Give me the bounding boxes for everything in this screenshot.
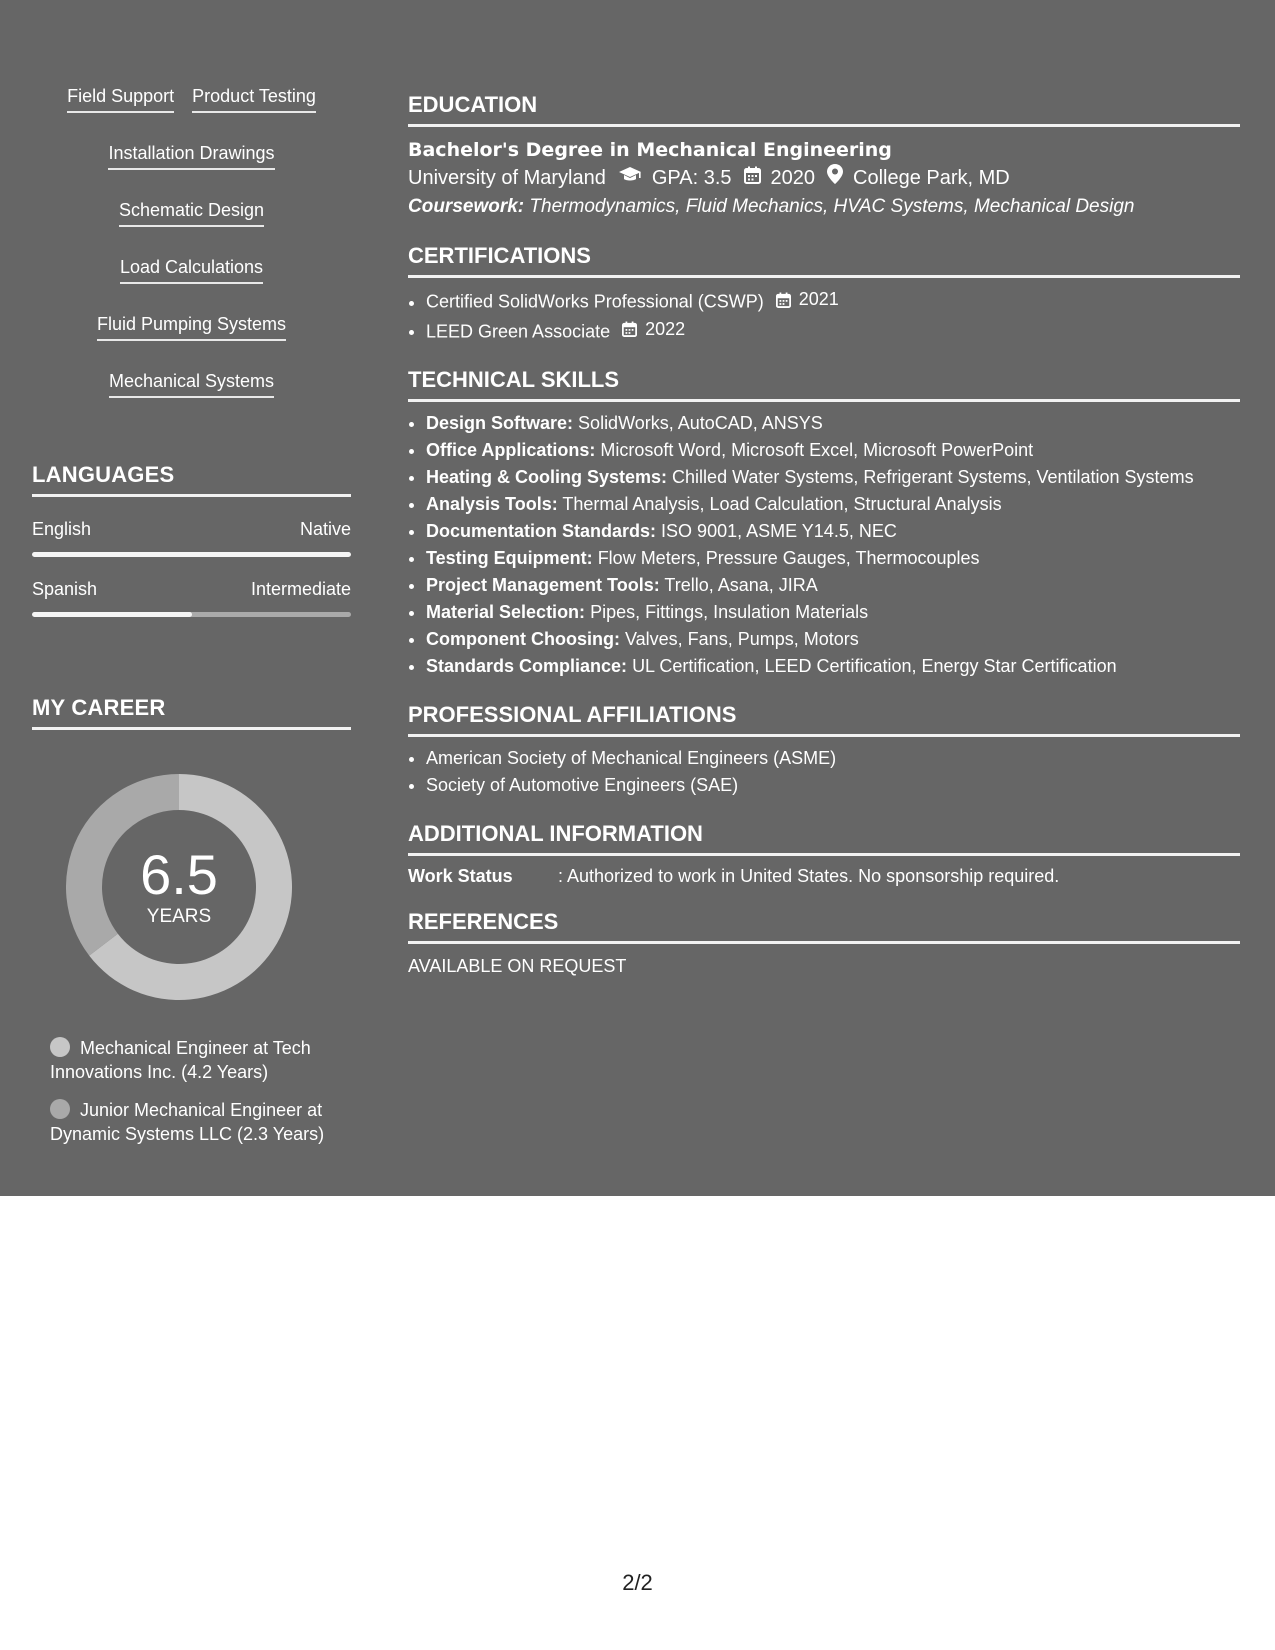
career-legend-item [50,1036,330,1084]
skill-tag[interactable]: Field Support [67,84,174,113]
skill-category: Standards Compliance: [426,656,628,676]
graduation-cap-icon [618,163,642,193]
skill-category: Documentation Standards: [426,521,657,541]
certifications-list [408,286,1240,345]
legend-dot [50,1099,70,1119]
work-status-value: : Authorized to work in United States. No sponsorship required. [558,866,1060,886]
language-level: Intermediate [250,579,351,599]
technical-skill-item [426,491,1240,518]
skill-tag[interactable]: Product Testing [192,84,316,113]
skill-tag[interactable]: Fluid Pumping Systems [97,312,286,341]
calendar-icon [622,321,641,337]
skill-values: Chilled Water Systems, Refrigerant Systems, Ventilation Systems [672,467,1194,487]
languages-list [32,519,351,617]
career-total-unit: YEARS [146,906,212,927]
career-legend-item [50,1098,330,1146]
career-label: Junior Mechanical Engineer at Dynamic Systems LLC (2.3 Years) [50,1100,325,1144]
affiliation-item: • Society of Automotive Engineers (SAE) [426,772,1240,799]
certification-date [622,316,685,343]
technical-skill-item [426,626,1240,653]
technical-skills-section [408,367,1240,680]
technical-skill-item [426,572,1240,599]
skill-tags [32,84,351,412]
certification-item [426,286,1240,316]
technical-skills-list [408,410,1240,680]
skill-category: Design Software: [426,413,574,433]
school-name: University of Maryland [408,167,606,189]
school-location: College Park, MD [853,167,1010,189]
skill-category: Project Management Tools: [426,575,660,595]
certification-name: LEED Green Associate [426,321,611,341]
donut-center [66,774,292,1000]
career-legend [50,1036,330,1146]
coursework-list: Thermodynamics, Fluid Mechanics, HVAC Systems, Mechanical Design [529,196,1135,217]
certifications-heading: CERTIFICATIONS [408,243,1240,278]
technical-skill-item [426,437,1240,464]
skill-category: Office Applications: [426,440,596,460]
technical-skill-item [426,518,1240,545]
skill-values: Flow Meters, Pressure Gauges, Thermocouples [597,548,980,568]
left-column [32,84,351,1160]
skill-values: Pipes, Fittings, Insulation Materials [590,602,869,622]
map-pin-icon [827,163,843,193]
affiliation-item: • American Society of Mechanical Engineers (ASME) [426,745,1240,772]
technical-skill-item [426,464,1240,491]
language-level-fill [32,552,351,557]
additional-info-heading: ADDITIONAL INFORMATION [408,821,1240,856]
language-level-bar [32,612,351,617]
certification-year: 2021 [798,289,839,309]
language-row [32,519,351,540]
career-heading: MY CAREER [32,695,351,730]
coursework [408,193,1240,221]
language-name: English [32,519,92,539]
work-status-row [408,866,1240,887]
language-level-fill [32,612,192,617]
skill-tag[interactable]: Schematic Design [119,198,264,227]
skill-values: Valves, Fans, Pumps, Motors [624,629,859,649]
calendar-icon [776,292,795,308]
references-section [408,909,1240,977]
calendar-icon [744,163,761,193]
career-donut-chart [66,774,292,1000]
graduation-year: 2020 [770,167,816,189]
languages-heading: LANGUAGES [32,462,351,497]
certification-name: Certified SolidWorks Professional (CSWP) [426,291,764,312]
certification-item [426,316,1240,346]
certification-date [776,286,839,313]
affiliations-section [408,702,1240,799]
work-status-label: Work Status [408,866,513,886]
skill-tag[interactable]: Mechanical Systems [109,369,274,398]
skill-tag[interactable]: Installation Drawings [108,141,274,170]
education-section [408,92,1240,221]
language-level: Native [299,519,351,539]
skill-values: Microsoft Word, Microsoft Excel, Microsoft PowerPoint [600,440,1034,460]
skill-category: Analysis Tools: [426,494,558,514]
skill-category: Material Selection: [426,602,586,622]
skill-values: UL Certification, LEED Certification, Energy Star Certification [632,656,1117,676]
language-row [32,579,351,600]
skill-category: Component Choosing: [426,629,620,649]
coursework-label: Coursework: [408,196,525,217]
technical-skill-item [426,410,1240,437]
education-heading: EDUCATION [408,92,1240,127]
skill-values: Thermal Analysis, Load Calculation, Structural Analysis [562,494,1002,514]
affiliations-heading: PROFESSIONAL AFFILIATIONS [408,702,1240,737]
technical-skill-item [426,545,1240,572]
page-number: 2/2 [622,1570,653,1595]
career-label: Mechanical Engineer at Tech Innovations Inc. (4.2 Years) [50,1038,311,1082]
certification-year: 2022 [645,318,686,339]
skill-tag[interactable]: Load Calculations [120,255,263,284]
education-meta [408,163,1240,193]
skill-category: Heating & Cooling Systems: [426,467,668,487]
certifications-section [408,243,1240,345]
career-total-value: 6.5 [140,843,218,906]
legend-dot [50,1037,70,1057]
skill-values: SolidWorks, AutoCAD, ANSYS [578,413,823,433]
skill-values: Trello, Asana, JIRA [664,575,818,595]
language-level-bar [32,552,351,557]
references-text: AVAILABLE ON REQUEST [408,956,627,976]
language-name: Spanish [32,579,98,599]
gpa: GPA: 3.5 [651,167,732,189]
technical-skills-heading: TECHNICAL SKILLS [408,367,1240,402]
technical-skill-item [426,653,1240,680]
references-heading: REFERENCES [408,909,1240,944]
skill-values: ISO 9001, ASME Y14.5, NEC [661,521,897,541]
technical-skill-item [426,599,1240,626]
right-column [408,92,1240,999]
affiliations-list [408,745,1240,799]
additional-info-section [408,821,1240,887]
skill-category: Testing Equipment: [426,548,593,568]
degree-title: Bachelor's Degree in Mechanical Engineering [408,139,892,161]
